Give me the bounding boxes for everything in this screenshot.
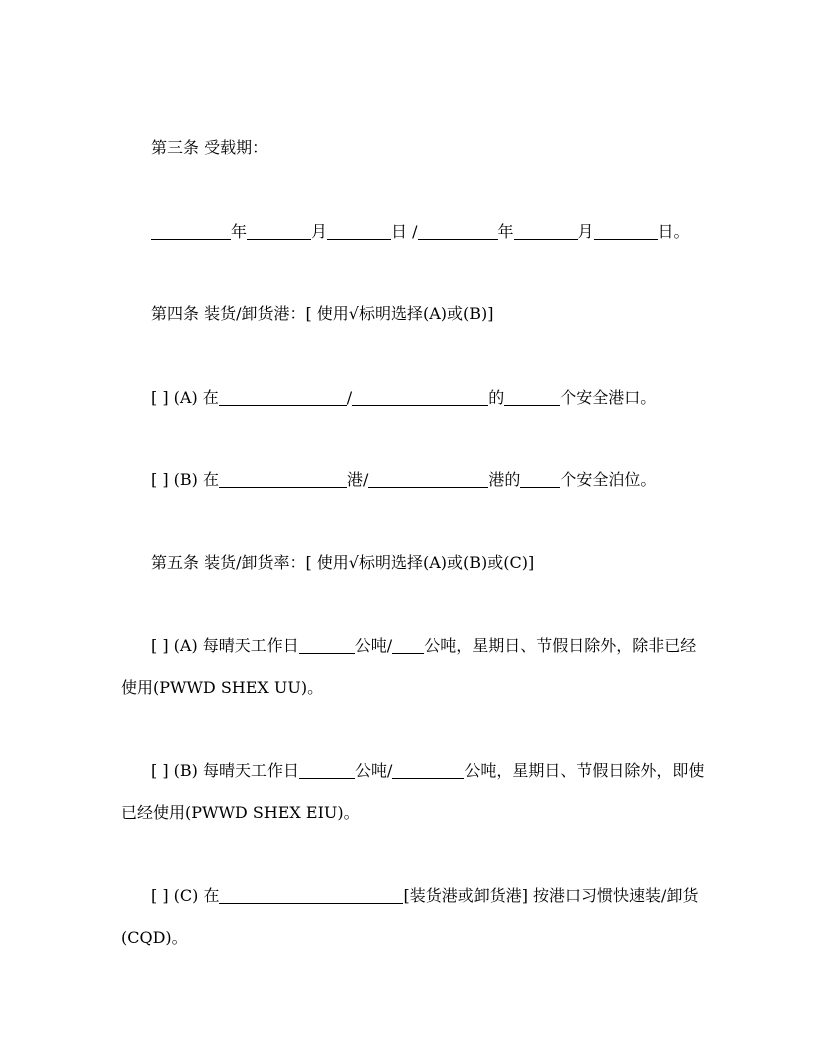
text: 公吨，星期日、节假日除外，即使 [464,761,705,780]
month-label: 月 [311,222,328,241]
article5-heading: 第五条 装货/卸货率：[ 使用√标明选择(A)或(B)或(C)] [151,553,535,572]
day-label: 日。 [657,222,690,241]
option-b-checkbox-label[interactable]: [ ] (B) 每晴天工作日 [151,761,299,780]
year-label: 年 [497,222,514,241]
port-field[interactable] [219,887,403,904]
option-b-checkbox-label[interactable]: [ ] (B) 在 [151,470,219,489]
article4-option-b [151,470,656,490]
port-field[interactable] [219,389,347,406]
day-label: 日 / [391,222,418,241]
month-label: 月 [577,222,594,241]
text: 公吨/ [355,761,393,780]
tonnage-field[interactable] [299,637,355,654]
text: 港/ [347,470,369,489]
year-label: 年 [231,222,248,241]
article5-option-c-line2: (CQD)。 [121,928,188,947]
article5-option-b-line2: 已经使用(PWWD SHEX EIU)。 [121,803,360,822]
start-month-field[interactable] [247,223,311,240]
port-field[interactable] [368,471,488,488]
start-day-field[interactable] [327,223,391,240]
port-field[interactable] [219,471,347,488]
article4-heading: 第四条 装货/卸货港：[ 使用√标明选择(A)或(B)] [151,304,494,323]
article5-option-a-line2: 使用(PWWD SHEX UU)。 [121,678,324,697]
text: 公吨，星期日、节假日除外，除非已经 [424,636,697,655]
laycan-date-range [151,222,690,242]
text: 公吨/ [354,636,393,655]
article5-option-c-line1 [151,886,698,906]
end-month-field[interactable] [514,223,578,240]
text: 个安全泊位。 [560,470,657,489]
option-a-checkbox-label[interactable]: [ ] (A) 在 [151,388,219,407]
text: [装货港或卸货港] 按港口习惯快速装/卸货 [403,886,699,905]
article3-heading: 第三条 受载期： [151,138,269,157]
port-field[interactable] [352,389,488,406]
tonnage-field[interactable] [392,762,464,779]
option-a-checkbox-label[interactable]: [ ] (A) 每晴天工作日 [151,636,299,655]
count-field[interactable] [520,471,560,488]
count-field[interactable] [504,389,560,406]
start-year-field[interactable] [151,223,231,240]
end-year-field[interactable] [418,223,498,240]
text: 个安全港口。 [560,388,657,407]
tonnage-field[interactable] [299,762,355,779]
article5-option-b-line1 [151,761,704,781]
end-day-field[interactable] [594,223,658,240]
tonnage-field[interactable] [392,637,424,654]
article4-option-a [151,388,656,408]
text: 的 [488,388,505,407]
article5-option-a-line1 [151,636,696,656]
text: 港的 [488,470,521,489]
option-c-checkbox-label[interactable]: [ ] (C) 在 [151,886,220,905]
separator: / [346,388,353,407]
